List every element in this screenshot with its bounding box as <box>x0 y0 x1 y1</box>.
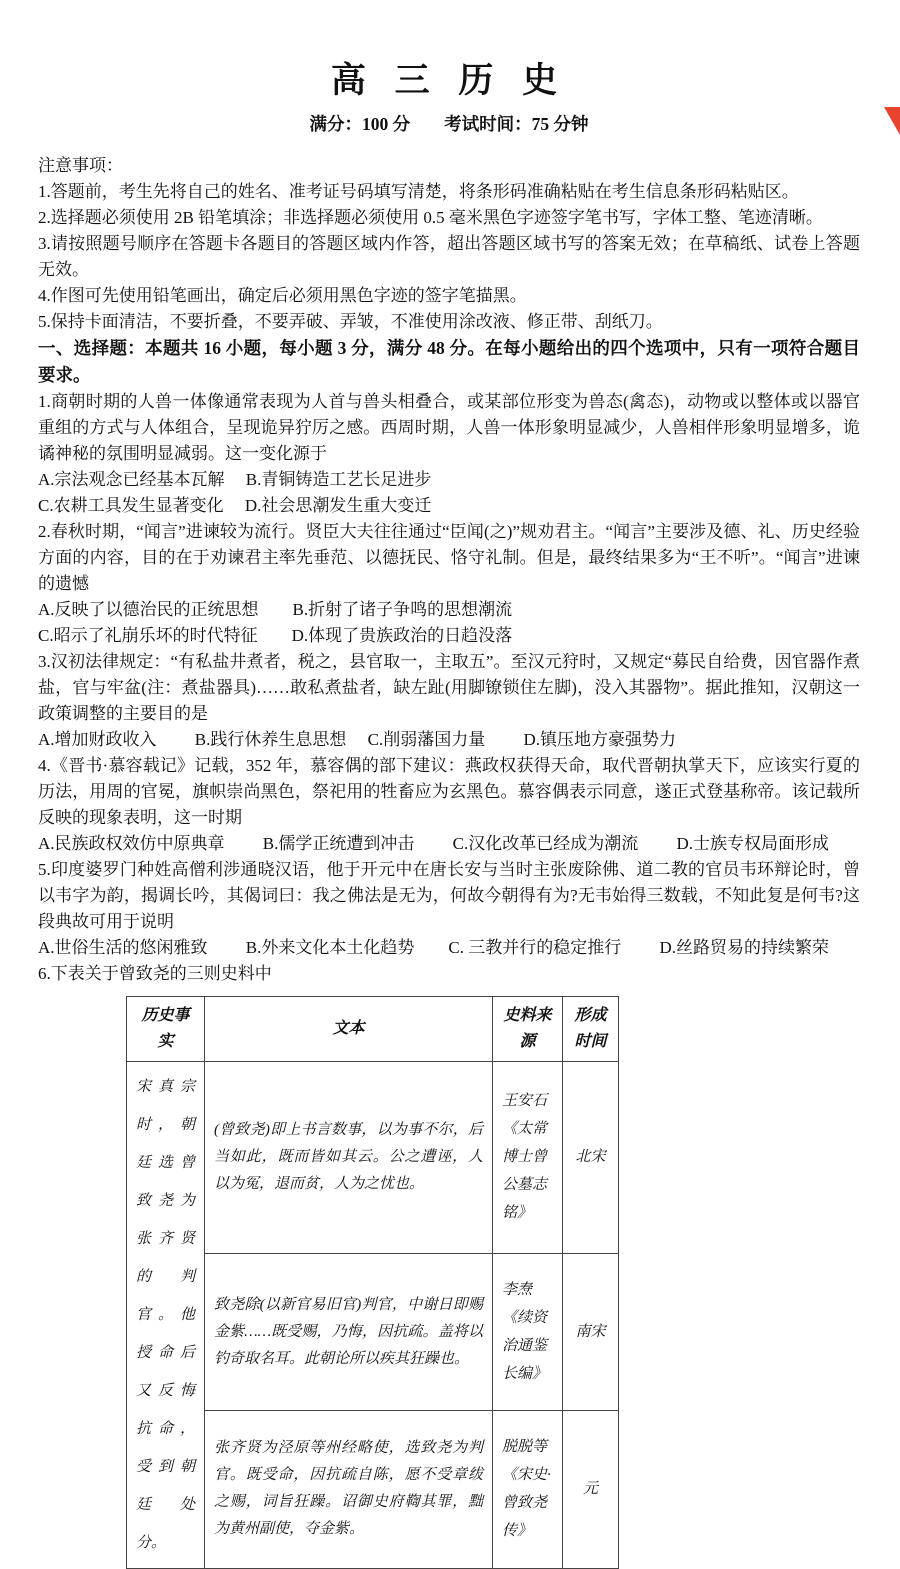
question-1-options-line-1: A.宗法观念已经基本瓦解 B.青铜铸造工艺长足进步 <box>38 469 432 489</box>
exam-duration: 考试时间：75 分钟 <box>444 114 589 134</box>
table-cell-text-2: 致尧除(以新官易旧官)判官，中谢日即赐金紫……既受赐，乃悔，因抗疏。盖将以钓奇取名耳。此朝论所以疾其狂躁也。 <box>205 1253 493 1410</box>
table-cell-text-1: (曾致尧)即上书言数事，以为事不尔，后当如此，既而皆如其云。公之遭诬，人以为冤，退而贫，人为之忧也。 <box>205 1061 493 1253</box>
question-3 <box>38 649 860 753</box>
question-2-stem: 2.春秋时期，“闻言”进谏较为流行。贤臣大夫往往通过“臣闻(之)”规劝君主。“闻言”主要涉及德、礼、历史经验方面的内容，目的在于劝谏君主率先垂范、以德抚民、恪守礼制。但是，最终结果多为“王不听”。“闻言”进谏的遗憾 <box>38 521 860 593</box>
question-3-stem: 3.汉初法律规定：“有私盐井煮者，税之，县官取一，主取五”。至汉元狩时，又规定“募民自给费，因官器作煮盐，官与牢盆(注：煮盐器具)……敢私煮盐者，缺左趾(用脚镣锁住左脚)，没入其器物”。据此推知，汉朝这一政策调整的主要目的是 <box>38 651 860 723</box>
table-cell-text-3: 张齐贤为泾原等州经略使，选致尧为判官。既受命，因抗疏自陈，愿不受章绂之赐，词旨狂躁。诏御史府鞫其罪，黜为黄州副使，夺金紫。 <box>205 1411 493 1568</box>
table-cell-historical-fact: 宋真宗时，朝廷选曾致尧为张齐贤的判官。他授命后又反悔抗命，受到朝廷处分。 <box>127 1061 205 1568</box>
table-header-row <box>127 996 619 1061</box>
question-4-options-line-1: A.民族政权效仿中原典章 B.儒学正统遭到冲击 C.汉化改革已经成为潮流 D.士族专权局面形成 <box>38 833 829 853</box>
question-2 <box>38 519 860 649</box>
question-1-stem: 1.商朝时期的人兽一体像通常表现为人首与兽头相叠合，或某部位形变为兽态(禽态)，动物或以整体或以器官重组的方式与人体组合，呈现诡异狞厉之感。西周时期，人兽一体形象明显减少，人兽相伴形象明显增多，诡谲神秘的氛围明显减弱。这一变化源于 <box>38 391 860 463</box>
question-1-options-line-2: C.农耕工具发生显著变化 D.社会思潮发生重大变迁 <box>38 495 432 515</box>
table-row <box>127 1061 619 1253</box>
question-6 <box>38 961 860 1569</box>
question-1 <box>38 389 860 519</box>
table-header-text: 文本 <box>205 996 493 1061</box>
notice-heading: 注意事项： <box>38 155 123 175</box>
question-6-stem: 6.下表关于曾致尧的三则史料中 <box>38 963 272 983</box>
exam-full-score: 满分：100 分 <box>309 114 411 134</box>
question-3-options-line-1: A.增加财政收入 B.践行休养生息思想 C.削弱藩国力量 D.镇压地方豪强势力 <box>38 729 676 749</box>
question-5-stem: 5.印度婆罗门种姓高僧利涉通晓汉语，他于开元中在唐长安与当时主张废除佛、道二教的官员韦环辩论时，曾以韦字为韵，揭调长吟，其偈词曰：我之佛法是无为，何故今朝得有为?无韦始得三数载，不知此复是何韦?这段典故可用于说明 <box>38 859 860 931</box>
question-2-options-line-1: A.反映了以德治民的正统思想 B.折射了诸子争鸣的思想潮流 <box>38 599 513 619</box>
question-2-options-line-2: C.昭示了礼崩乐坏的时代特征 D.体现了贵族政治的日趋没落 <box>38 625 513 645</box>
table-cell-period-1: 北宋 <box>563 1061 619 1253</box>
notice-item-5: 5.保持卡面清洁，不要折叠，不要弄破、弄皱，不准使用涂改液、修正带、刮纸刀。 <box>38 311 663 331</box>
question-4-stem: 4.《晋书·慕容载记》记载，352 年，慕容偶的部下建议：燕政权获得天命，取代晋朝执掌天下，应该实行夏的历法，用周的官冕，旗帜崇尚黑色，祭祀用的牲畜应为玄黑色。慕容偶表示同意，遂正式登基称帝。该记载所反映的现象表明，这一时期 <box>38 755 860 827</box>
question-4 <box>38 753 860 857</box>
notice-item-4: 4.作图可先使用铅笔画出，确定后必须用黑色字迹的签字笔描黑。 <box>38 285 527 305</box>
notice-item-3: 3.请按照题号顺序在答题卡各题目的答题区域内作答，超出答题区域书写的答案无效；在草稿纸、试卷上答题无效。 <box>38 233 860 279</box>
table-cell-period-2: 南宋 <box>563 1253 619 1410</box>
page-corner-marker <box>884 107 900 135</box>
table-header-source: 史料来源 <box>493 996 563 1061</box>
exam-meta <box>38 112 860 137</box>
section-heading-multiple-choice: 一、选择题：本题共 16 小题，每小题 3 分，满分 48 分。在每小题给出的四个选项中，只有一项符合题目要求。 <box>38 337 860 385</box>
table-header-historical-fact: 历史事实 <box>127 996 205 1061</box>
table-cell-source-2: 李焘《续资治通鉴长编》 <box>493 1253 563 1410</box>
notice-item-1: 1.答题前，考生先将自己的姓名、准考证号码填写清楚，将条形码准确粘贴在考生信息条形码粘贴区。 <box>38 181 799 201</box>
question-5 <box>38 857 860 961</box>
question-5-options-line-1: A.世俗生活的悠闲雅致 B.外来文化本土化趋势 C. 三教并行的稳定推行 D.丝路贸易的持续繁荣 <box>38 937 829 957</box>
table-cell-period-3: 元 <box>563 1411 619 1568</box>
page-title: 高 三 历 史 <box>330 61 568 100</box>
question-6-source-table <box>126 996 619 1569</box>
table-header-formation-time: 形成时间 <box>563 996 619 1061</box>
table-cell-source-3: 脱脱等《宋史·曾致尧传》 <box>493 1411 563 1568</box>
notice-item-2: 2.选择题必须使用 2B 铅笔填涂；非选择题必须使用 0.5 毫米黑色字迹签字笔书写，字体工整、笔迹清晰。 <box>38 207 823 227</box>
notice-section <box>38 153 860 335</box>
table-cell-source-1: 王安石《太常博士曾公墓志铭》 <box>493 1061 563 1253</box>
